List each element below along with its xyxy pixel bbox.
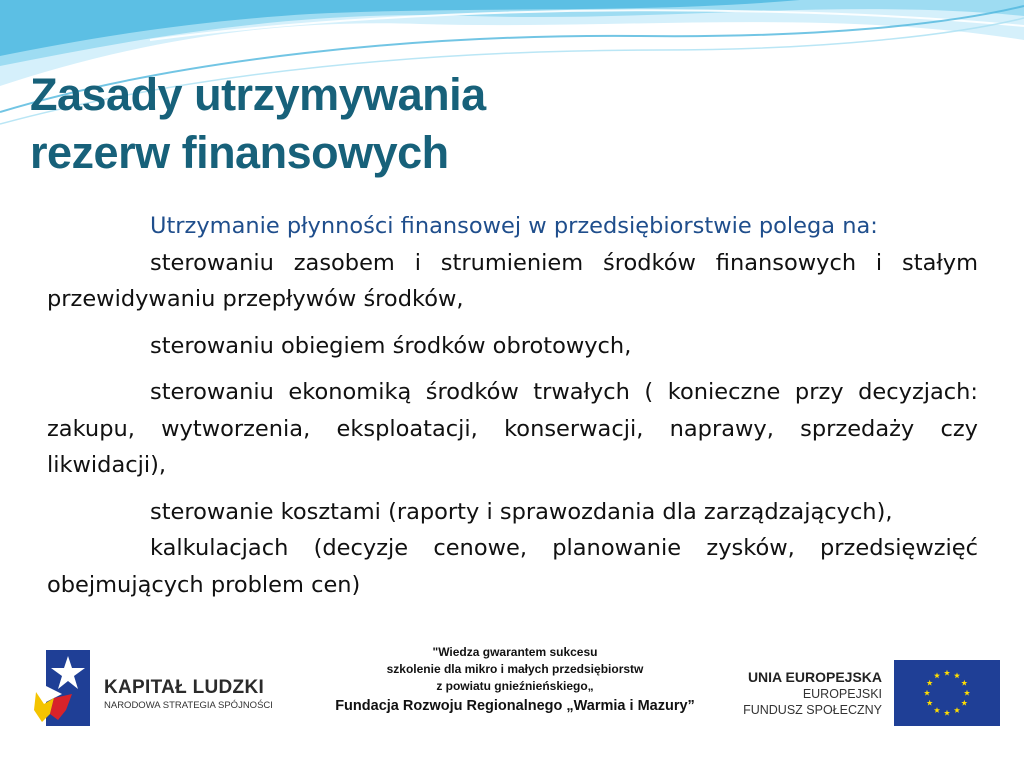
- eu-subtitle: FUNDUSZ SPOŁECZNY: [743, 703, 882, 717]
- slide-title-line: rezerw finansowych: [30, 127, 449, 178]
- kapital-ludzki-subtitle: NARODOWA STRATEGIA SPÓJNOŚCI: [104, 700, 273, 711]
- footer-line: "Wiedza gwarantem sukcesu: [432, 645, 598, 659]
- bullet-paragraph: sterowanie kosztami (raporty i sprawozdania dla zarządzających),: [150, 498, 893, 525]
- bullet-paragraph: kalkulacjach (decyzje cenowe, planowanie zysków, przedsięwzięć obejmujących problem cen): [47, 535, 978, 598]
- eu-flag-icon: [894, 660, 1000, 726]
- kapital-ludzki-title: KAPITAŁ LUDZKI: [104, 677, 265, 698]
- bullet-paragraph: sterowaniu obiegiem środków obrotowych,: [150, 332, 632, 359]
- eu-fund-text: [700, 668, 882, 718]
- eu-subtitle: EUROPEJSKI: [802, 687, 882, 701]
- kapital-ludzki-logo-icon: [32, 648, 94, 728]
- footer-line: szkolenie dla mikro i małych przedsiębiorstw: [386, 662, 644, 676]
- slide-body: [47, 208, 978, 603]
- footer-foundation: Fundacja Rozwoju Regionalnego „Warmia i Mazury”: [335, 698, 695, 714]
- slide-title: [30, 66, 730, 182]
- eu-title: UNIA EUROPEJSKA: [747, 669, 882, 685]
- bullet-paragraph: sterowaniu zasobem i strumieniem środków finansowych i stałym przewidywaniu przepływów środków,: [47, 249, 978, 312]
- footer-line: z powiatu gnieźnieńskiego„: [436, 679, 594, 693]
- slide-title-line: Zasady utrzymywania: [30, 69, 486, 120]
- footer-project-info: [300, 644, 730, 717]
- bullet-paragraph: sterowaniu ekonomiką środków trwałych ( konieczne przy decyzjach: zakupu, wytworzenia, eksploatacji, konserwacji, naprawy, sprzedaży czy likwidacji),: [47, 379, 978, 478]
- kapital-ludzki-text: [104, 677, 273, 713]
- intro-paragraph: Utrzymanie płynności finansowej w przedsiębiorstwie polega na:: [150, 213, 878, 239]
